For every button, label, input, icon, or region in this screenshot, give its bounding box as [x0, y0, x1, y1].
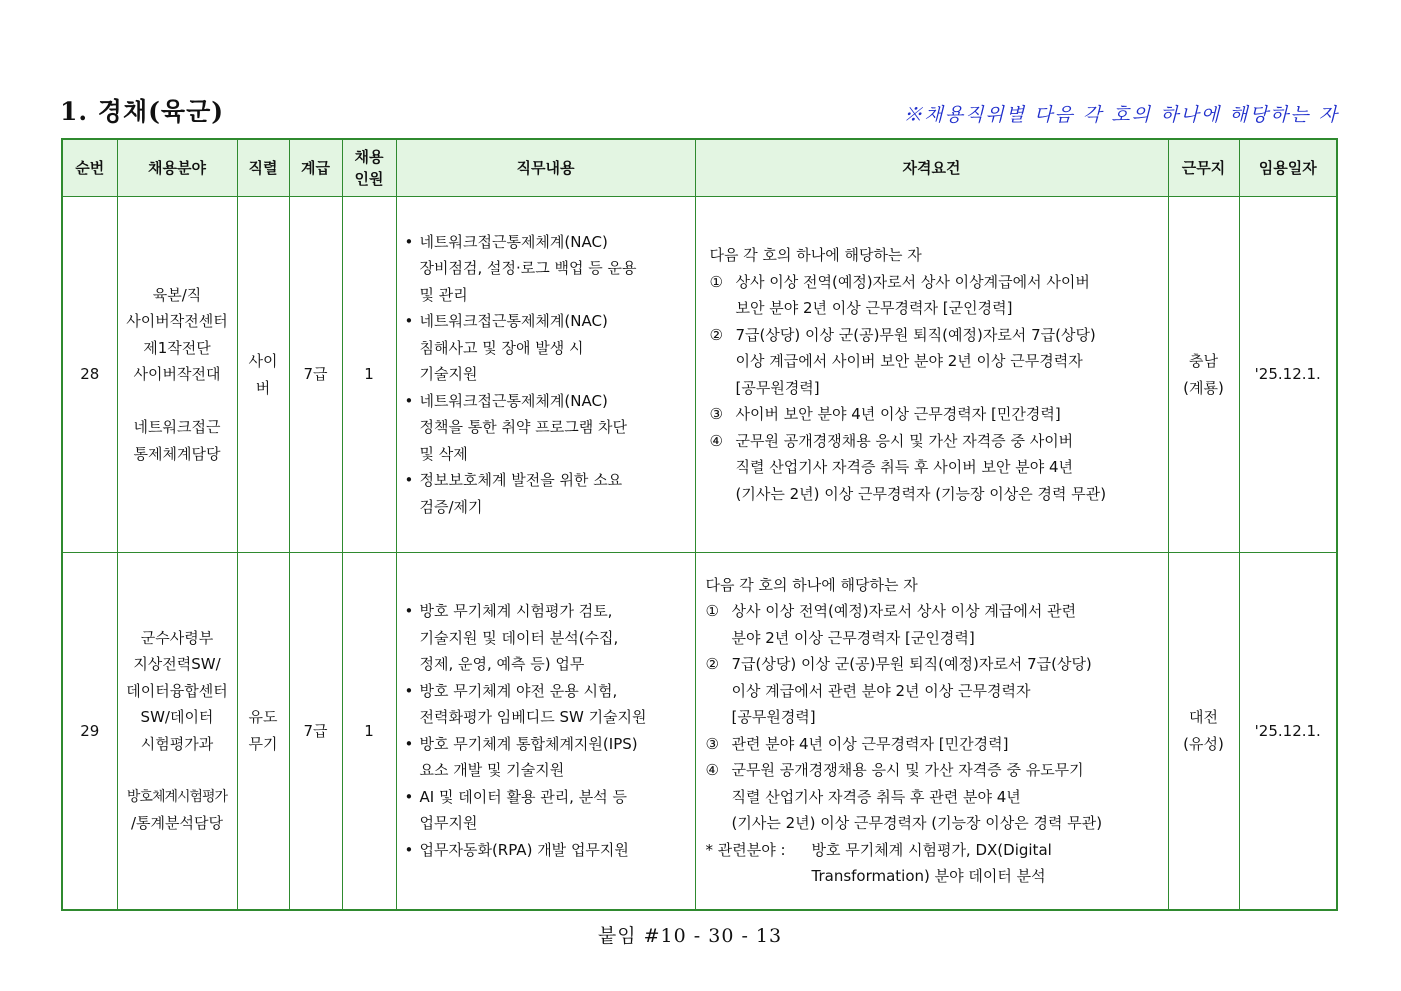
work-location	[1168, 553, 1239, 910]
related-field-note	[706, 837, 1164, 890]
header-count-line1: 채용	[354, 148, 384, 166]
series-line: 유도	[248, 708, 278, 727]
duty-line: 방호 무기체계 시험평가 검토,	[419, 602, 613, 621]
row-number: 28	[62, 197, 117, 553]
field-line: 데이터융합센터	[126, 681, 228, 700]
header-count	[342, 139, 396, 197]
qualification-item	[710, 322, 1164, 402]
bullet-icon: •	[404, 840, 414, 859]
field-line: 군수사령부	[140, 628, 214, 647]
field-line: 지상전력SW/	[133, 655, 221, 674]
qualification-item	[706, 598, 1164, 651]
qualification-intro: 다음 각 호의 하나에 해당하는 자	[705, 575, 918, 594]
job-series	[237, 197, 289, 553]
duty-item	[405, 598, 687, 678]
selection-note: ※채용직위별 다음 각 호의 하나에 해당하는 자	[903, 104, 1339, 126]
qual-line: 보안 분야 2년 이상 근무경력자 [군인경력]	[735, 299, 1013, 317]
item-number: ③	[705, 734, 719, 753]
qualification-block	[696, 572, 1168, 890]
item-number: ①	[709, 272, 723, 291]
field-line: /통계분석담당	[131, 814, 223, 833]
field-line: SW/데이터	[140, 708, 214, 727]
field-line: 육본/직	[152, 285, 202, 304]
duty-line: 및 삭제	[419, 444, 468, 463]
table-row	[62, 197, 1337, 553]
work-location	[1168, 197, 1239, 553]
grade: 7급	[289, 553, 342, 910]
qual-line: 상사 이상 전역(예정)자로서 상사 이상계급에서 사이버	[735, 272, 1090, 291]
qualification-item	[710, 428, 1164, 508]
duty-line: 검증/제기	[419, 497, 483, 516]
duty-line: 네트워크접근통제체계(NAC)	[419, 391, 608, 410]
qual-line: 군무원 공개경쟁채용 응시 및 가산 자격증 중 유도무기	[731, 761, 1084, 780]
duty-item	[405, 388, 687, 468]
duty-line: AI 및 데이터 활용 관리, 분석 등	[419, 787, 627, 806]
header-grade: 계급	[289, 139, 342, 197]
table-row	[62, 553, 1337, 910]
qual-line: (기사는 2년) 이상 근무경력자 (기능장 이상은 경력 무관)	[735, 484, 1107, 503]
duty-item	[405, 229, 687, 309]
duty-item	[405, 678, 687, 731]
page-title: 1. 경채(육군)	[60, 97, 225, 126]
bullet-icon: •	[404, 681, 414, 700]
bullet-icon: •	[404, 734, 414, 753]
appointment-date: '25.12.1.	[1239, 553, 1337, 910]
hire-count: 1	[342, 197, 396, 553]
header-duty: 직무내용	[396, 139, 695, 197]
bullet-icon: •	[404, 471, 414, 490]
qual-line: 7급(상당) 이상 군(공)무원 퇴직(예정)자로서 7급(상당)	[735, 325, 1096, 344]
row-number: 29	[62, 553, 117, 910]
duty-line: 요소 개발 및 기술지원	[419, 761, 565, 780]
field-line	[118, 388, 237, 415]
item-number: ④	[709, 431, 723, 450]
recruit-field	[117, 553, 237, 910]
field-line: 사이버작전대	[133, 365, 221, 384]
header-date: 임용일자	[1239, 139, 1337, 197]
duty-content	[396, 553, 695, 910]
item-number: ②	[705, 655, 719, 674]
qual-line: 이상 계급에서 사이버 보안 분야 2년 이상 근무경력자	[735, 352, 1083, 370]
qual-line: [공무원경력]	[735, 378, 820, 397]
field-line: 시험평가과	[140, 734, 214, 753]
header-qualification: 자격요건	[695, 139, 1168, 197]
job-series	[237, 553, 289, 910]
qual-line: 이상 계급에서 관련 분야 2년 이상 근무경력자	[731, 681, 1031, 700]
qualification-item	[706, 757, 1164, 837]
duty-line: 업무지원	[419, 814, 478, 833]
recruit-field	[117, 197, 237, 553]
location-line: (계룡)	[1183, 378, 1224, 397]
duty-line: 네트워크접근통제체계(NAC)	[419, 232, 608, 251]
related-field-label: * 관련분야 :	[705, 840, 786, 859]
qual-line: 직렬 산업기사 자격증 취득 후 관련 분야 4년	[731, 787, 1021, 806]
field-line	[118, 757, 237, 784]
related-line: 방호 무기체계 시험평가, DX(Digital	[811, 840, 1052, 859]
qual-line: 군무원 공개경쟁채용 응시 및 가산 자격증 중 사이버	[735, 431, 1074, 450]
location-line: (유성)	[1183, 734, 1224, 753]
page-footer: 붙임 #10 - 30 - 13	[597, 925, 783, 947]
header-location: 근무지	[1168, 139, 1239, 197]
qualification-intro: 다음 각 호의 하나에 해당하는 자	[709, 246, 922, 264]
duty-list	[397, 598, 695, 863]
duty-line: 정제, 운영, 예측 등) 업무	[419, 655, 585, 674]
grade: 7급	[289, 197, 342, 553]
bullet-icon: •	[404, 602, 414, 621]
item-number: ③	[709, 405, 723, 423]
qualification	[695, 197, 1168, 553]
series-line: 무기	[248, 734, 278, 753]
duty-line: 기술지원	[419, 365, 478, 384]
item-number: ②	[709, 325, 723, 344]
qualification-item	[706, 651, 1164, 731]
qual-line: 분야 2년 이상 근무경력자 [군인경력]	[731, 628, 975, 647]
series-line: 버	[255, 378, 271, 397]
header-no: 순번	[62, 139, 117, 197]
duty-line: 네트워크접근통제체계(NAC)	[419, 312, 608, 331]
qual-line: 직렬 산업기사 자격증 취득 후 사이버 보안 분야 4년	[735, 458, 1073, 476]
qualification-item	[706, 731, 1164, 758]
header-series: 직렬	[237, 139, 289, 197]
duty-line: 방호 무기체계 야전 운용 시험,	[419, 681, 618, 700]
qualification-item	[710, 269, 1164, 322]
qual-line: 사이버 보안 분야 4년 이상 근무경력자 [민간경력]	[735, 405, 1061, 423]
qual-line: [공무원경력]	[731, 708, 816, 727]
qual-line: (기사는 2년) 이상 근무경력자 (기능장 이상은 경력 무관)	[731, 814, 1103, 833]
qualification-block	[696, 242, 1168, 507]
qual-line: 상사 이상 전역(예정)자로서 상사 이상 계급에서 관련	[731, 602, 1077, 621]
bullet-icon: •	[404, 232, 414, 251]
duty-content	[396, 197, 695, 553]
item-number: ④	[705, 761, 719, 780]
field-line: 방호체계시험평가	[126, 788, 228, 805]
duty-item	[405, 308, 687, 388]
bullet-icon: •	[404, 312, 414, 331]
duty-item	[405, 784, 687, 837]
duty-line: 방호 무기체계 통합체계지원(IPS)	[419, 734, 638, 753]
duty-line: 장비점검, 설정·로그 백업 등 운용	[419, 259, 637, 278]
item-number: ①	[705, 602, 719, 621]
field-line: 네트워크접근	[133, 418, 221, 437]
header-row	[62, 139, 1337, 197]
duty-list	[397, 229, 695, 521]
duty-item	[405, 731, 687, 784]
bullet-icon: •	[404, 787, 414, 806]
duty-item	[405, 837, 687, 864]
duty-item	[405, 467, 687, 520]
header-count-line2: 인원	[354, 170, 384, 188]
bullet-icon: •	[404, 391, 414, 410]
field-line: 통제체계담당	[133, 444, 221, 463]
qual-line: 7급(상당) 이상 군(공)무원 퇴직(예정)자로서 7급(상당)	[731, 655, 1092, 674]
duty-line: 및 관리	[419, 285, 468, 304]
qual-line: 관련 분야 4년 이상 근무경력자 [민간경력]	[731, 734, 1009, 753]
series-line: 사이	[248, 352, 278, 370]
related-line: Transformation) 분야 데이터 분석	[811, 867, 1046, 886]
location-line: 대전	[1189, 708, 1218, 727]
field-line: 제1작전단	[143, 338, 211, 357]
duty-line: 업무자동화(RPA) 개발 업무지원	[419, 840, 629, 859]
recruitment-table	[61, 138, 1338, 911]
duty-line: 정보보호체계 발전을 위한 소요	[419, 471, 623, 490]
qualification-item	[710, 401, 1164, 428]
location-line: 충남	[1189, 352, 1218, 370]
duty-line: 전력화평가 임베디드 SW 기술지원	[419, 708, 647, 727]
duty-line: 정책을 통한 취약 프로그램 차단	[419, 418, 627, 437]
header-field: 채용분야	[117, 139, 237, 197]
duty-line: 기술지원 및 데이터 분석(수집,	[419, 628, 619, 647]
duty-line: 침해사고 및 장애 발생 시	[419, 338, 584, 357]
hire-count: 1	[342, 553, 396, 910]
appointment-date: '25.12.1.	[1239, 197, 1337, 553]
qualification	[695, 553, 1168, 910]
field-line: 사이버작전센터	[126, 312, 228, 331]
